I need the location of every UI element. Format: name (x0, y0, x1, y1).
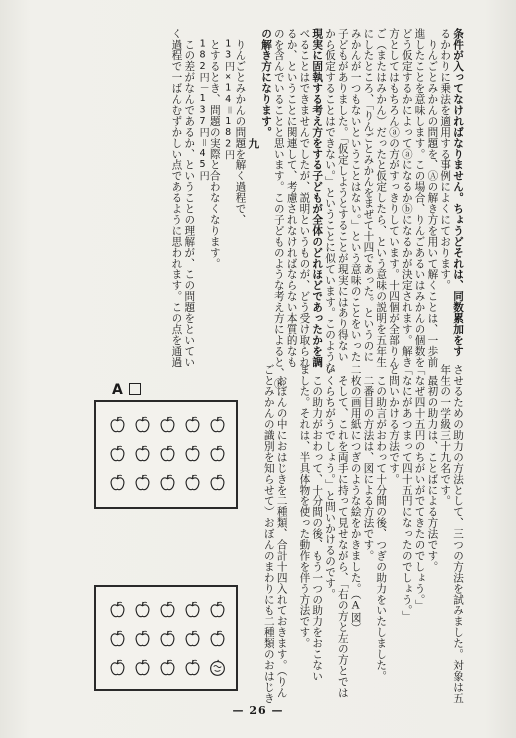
apple-icon (108, 415, 127, 434)
apple-icon (183, 444, 202, 463)
text-line: とするとき、問題の実際と合わなくなります。 (208, 28, 221, 269)
section-heading: 九 (247, 138, 260, 149)
text-line: 方としてはもちろんⓐの方がすっきりしています。十四個が全部りん (388, 28, 401, 368)
text-line: 子どもがありました。「仮定しようとすることが現実にはあり得ない (336, 28, 349, 363)
apple-icon (183, 629, 202, 648)
text-line: にしたところ、「りんごとみかんをまぜて十四であった。というのに (362, 28, 375, 363)
text-line: るか、ということに関連して、考慮されなければならない本質的なも (285, 28, 298, 368)
calculation-line: 182円－137円＝45円 (197, 28, 209, 181)
apple-icon (158, 629, 177, 648)
text-line: るかわりに乗法を適用する事例によくにております。 (439, 28, 452, 291)
orange-icon (208, 658, 227, 677)
calculation-line: 13円×14＝182円 (222, 28, 234, 161)
apple-icon (108, 473, 127, 492)
text-line: どう仮定するかによってⓐになるかⓑになるかが決定されます。解き (400, 28, 413, 368)
apple-icon (108, 600, 127, 619)
text-line: 二枚の画用紙につぎのような絵をかきました。（A図） (349, 364, 362, 634)
text-line: 最初の助力は、ことばによる方法です。 (426, 364, 439, 573)
apple-icon (108, 444, 127, 463)
text-line: く過程で一ばんむずかしい点であるように思われます。この点を通過 (170, 28, 183, 368)
upper-text-block (170, 28, 464, 390)
apple-icon (108, 629, 127, 648)
apple-icon (133, 444, 152, 463)
text-line: ご（またはみかん）だったと仮定したら、という意味の説明を五年生 (375, 28, 388, 368)
apple-icon (183, 473, 202, 492)
text-line: りんごとみかんの問題を解く過程で、 (234, 28, 247, 226)
text-line: この差がなんであるか、ということの理解が、この問題をといてい (183, 28, 196, 368)
text-line: みかんが一つもないということはない。」という意味のことをいった (349, 28, 362, 363)
text-line: 年生の一学級三十九名です。 (439, 364, 452, 507)
apple-icon (158, 444, 177, 463)
apple-icon (183, 658, 202, 677)
text-line: この助力がおわって、十分間の後、もう一つの助力をおこない (311, 364, 324, 682)
text-line: べることはできませんでしたが、説明というものが、どう受け取られ (298, 28, 311, 368)
apple-icon (208, 444, 227, 463)
text-line: りんごとみかんの問題を、Ⓐの解き方を用いて解くことは、一歩前 (426, 28, 439, 368)
text-line: そして、これを両手に持って見せながら、「右の方と左の方とでは (336, 364, 349, 699)
apple-icon (133, 415, 152, 434)
text-line: から仮定することはできない。」ということに似ています。このような (324, 28, 337, 374)
text-line: この助言がおわって十分間の後、つぎの助力をいたしました。 (375, 364, 388, 682)
apple-icon (133, 600, 152, 619)
page-number: — 26 — (232, 704, 284, 717)
text-line: させるための助力の方法として、三つの方法を試みました。対象は五 (452, 364, 464, 704)
figure-box-glyph (129, 383, 141, 395)
apple-icon (208, 629, 227, 648)
apple-icon (158, 600, 177, 619)
text-line: ごとみかんの識別を知らせて）おぼんのまわりにも二種類のおはじき (262, 364, 275, 704)
column-gap (288, 364, 298, 694)
apple-icon (158, 473, 177, 492)
apple-icon (133, 658, 152, 677)
apple-icon (208, 473, 227, 492)
text-line: 「なにがあつまって四十五円になったのでしょう。」 (400, 364, 413, 622)
apple-icon (158, 415, 177, 434)
text-line: のを含んでいることと思います。この子どものような考え方によると、Ⓑ (272, 28, 285, 390)
figure-a-letter: A (112, 382, 127, 398)
apple-icon (183, 415, 202, 434)
text-line: 二番目の方法は、図による方法です。 (362, 364, 375, 562)
apple-icon (133, 473, 152, 492)
figure-a-label (112, 382, 141, 398)
text-line: 現実に固執する考え方をする子どもが全体のどれほどであったかを調 (311, 28, 324, 368)
apple-icon (208, 600, 227, 619)
figure-a-bottom-tray (94, 585, 238, 691)
apple-icon (158, 658, 177, 677)
figure-a-top-tray (94, 400, 238, 509)
apple-icon (108, 658, 127, 677)
text-line: ました。それは、半具体物を使った動作を伴う方法です。 (298, 364, 311, 649)
apple-icon (133, 629, 152, 648)
lower-text-block (262, 364, 464, 704)
text-line: 「なぜ四十五円のちがいがでてきたのでしょう。」 (413, 364, 426, 611)
text-line: おぼんの中におはじきを二種類、合計十四入れておきます。（りん (275, 364, 288, 699)
text-line: 条件が入ってなければなりません。ちょうどそれは、同数累加をす (452, 28, 464, 357)
text-line: いくらちがうでしょう。」と問いかけるのです。 (324, 364, 337, 600)
text-line: の解き方になります。 (260, 28, 273, 138)
apple-icon (208, 415, 227, 434)
text-line: と問いかける方法です。 (388, 364, 401, 485)
apple-icon (183, 600, 202, 619)
text-line: 進したことを意味します。この場合、りんごあるいはみかんの個数を (413, 28, 426, 368)
